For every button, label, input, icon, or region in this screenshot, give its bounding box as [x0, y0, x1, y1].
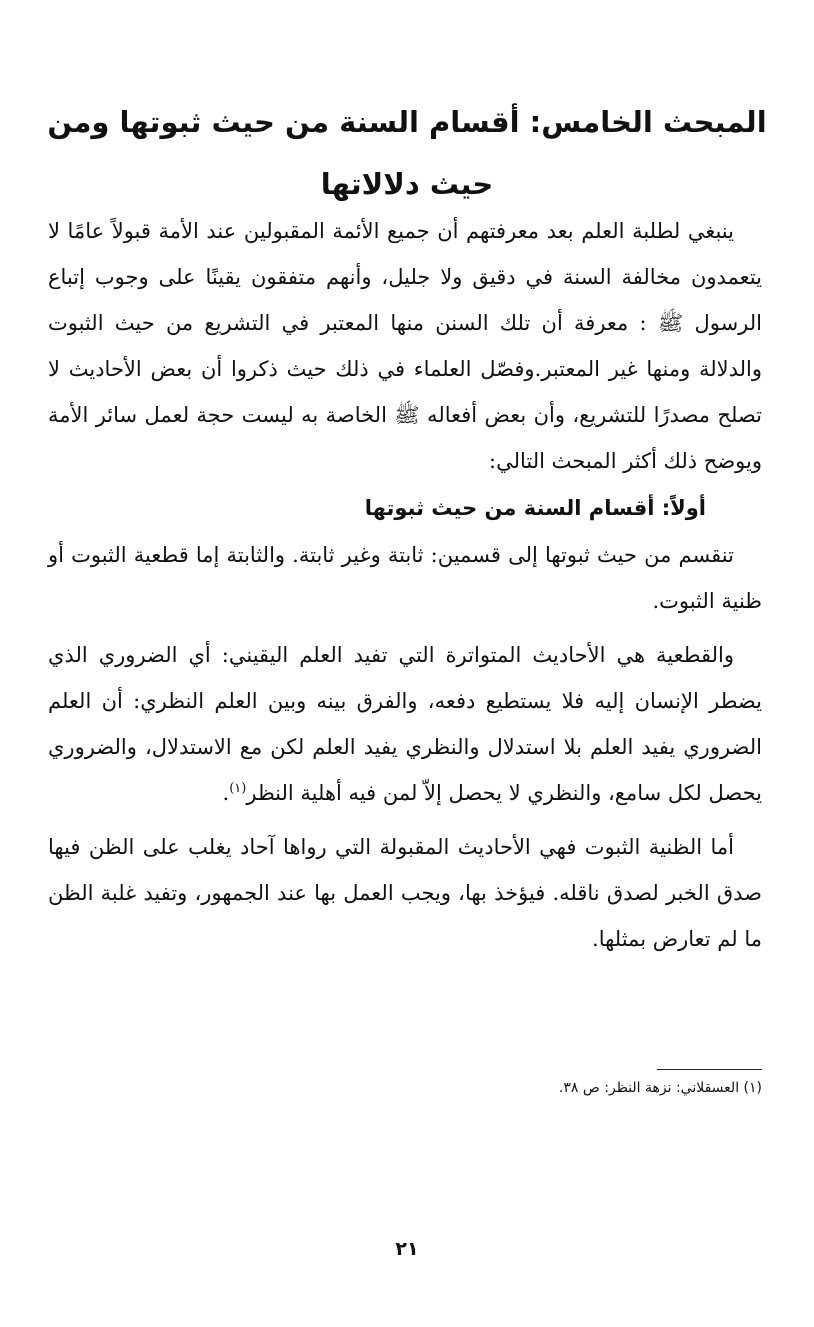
main-text [48, 208, 762, 962]
paragraph-speculative: أما الظنية الثبوت فهي الأحاديث المقبولة التي رواها آحاد يغلب على الظن فيها صدق الخبر لصدق ناقله. فيؤخذ بها، ويجب العمل بها عند الجمهور، وتفيد غلبة الظن ما لم تعارض بمثلها. [48, 835, 762, 951]
page-title: المبحث الخامس: أقسام السنة من حيث ثبوتها ومن حيث دلالاتها [47, 105, 767, 202]
paragraph-division: تنقسم من حيث ثبوتها إلى قسمين: ثابتة وغير ثابتة. والثابتة إما قطعية الثبوت أو ظنية الثبوت. [48, 543, 762, 613]
paragraph-definitive [48, 632, 762, 816]
footnote-reference[interactable]: (١) [229, 781, 247, 796]
paragraph-definitive-end: . [222, 781, 230, 805]
paragraph-definitive-text: والقطعية هي الأحاديث المتواترة التي تفيد العلم اليقيني: أي الضروري الذي يضطر الإنسان إليه فلا يستطيع دفعه، والفرق بينه وبين العلم النظري: أن العلم الضروري يفيد العلم بلا استدلال والنظري يفيد العلم لكن مع الاستدلال، والضروري يحصل لكل سامع، والنظري لا يحصل إلاّ لمن فيه أهلية النظر [48, 643, 762, 805]
page-number: ٢١ [395, 1238, 419, 1260]
paragraph-intro: ينبغي لطلبة العلم بعد معرفتهم أن جميع الأئمة المقبولين عند الأمة قبولاً عامًا لا يتعمدون مخالفة السنة في دقيق ولا جليل، وأنهم متفقون يقينًا على وجوب إتباع الرسول ﷺ : معرفة أن تلك السنن منها المعتبر في التشريع من حيث الثبوت والدلالة ومنها غير المعتبر.وفصّل العلماء في ذلك حيث ذكروا أن بعض الأحاديث لا تصلح مصدرًا للتشريع، وأن بعض أفعاله ﷺ الخاصة به ليست حجة لعمل سائر الأمة ويوضح ذلك أكثر المبحث التالي: [48, 219, 762, 473]
footnote: (١) العسقلاني: نزهة النظر: ص ٣٨. [558, 1080, 762, 1096]
footnote-divider [657, 1069, 762, 1070]
section-subheading: أولاً: أقسام السنة من حيث ثبوتها [364, 496, 706, 520]
